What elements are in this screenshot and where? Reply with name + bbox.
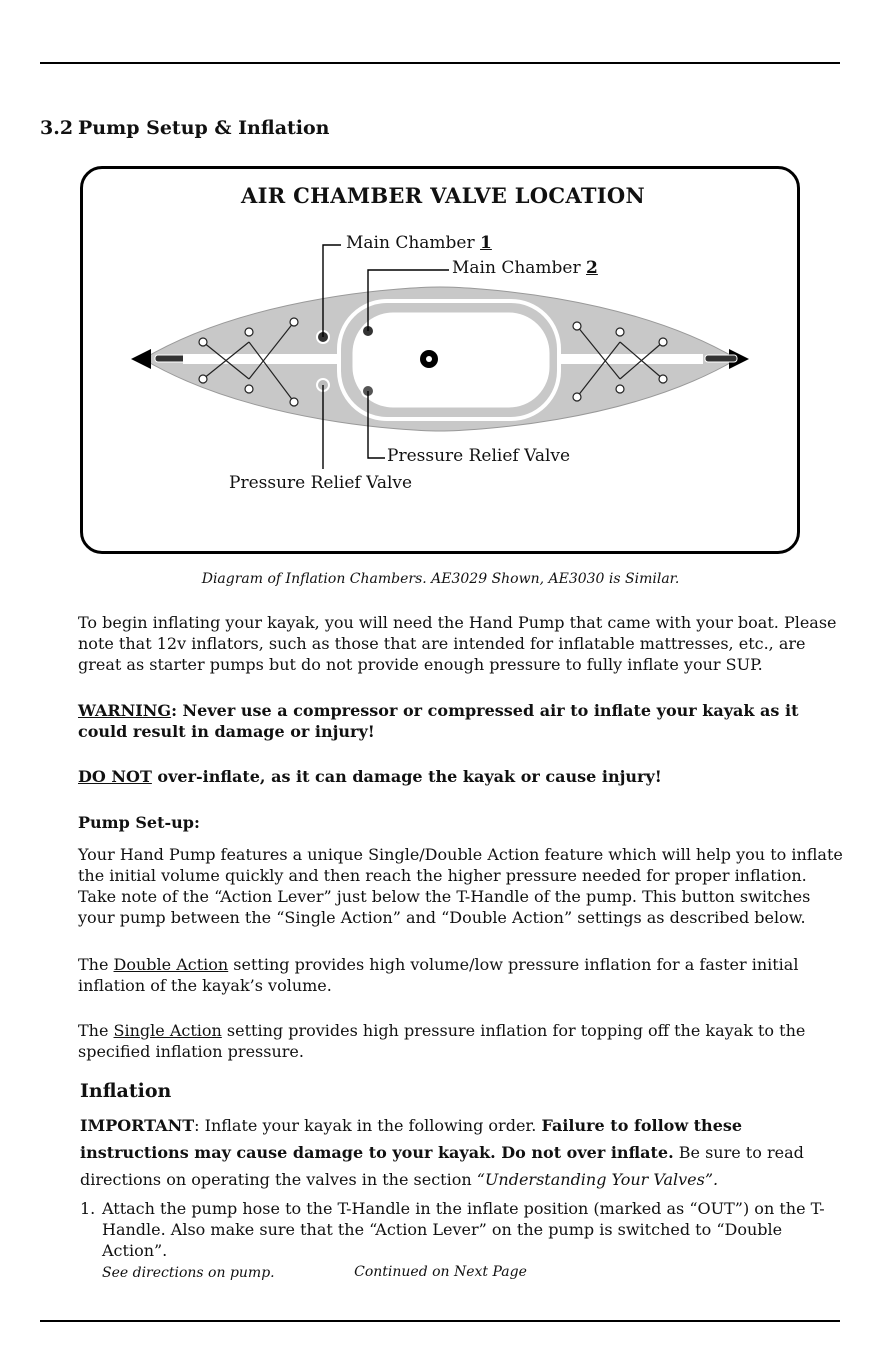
warning-paragraph: WARNING: Never use a compressor or compressed air to inflate your kayak as it could result in damage or injury!: [78, 701, 799, 741]
section-title: Pump Setup & Inflation: [78, 117, 330, 139]
bow-cap: [131, 349, 151, 369]
bow-handle: [155, 355, 187, 362]
cockpit-inner: [353, 313, 549, 407]
step-number: 1.: [80, 1199, 96, 1218]
double-action-paragraph: The Double Action setting provides high volume/low pressure inflation for a faster initial inflation of the kayak’s volume.: [78, 955, 799, 995]
hull-stripe-left: [183, 354, 343, 364]
section-number: 3.2: [40, 117, 74, 139]
step-text: Attach the pump hose to the T-Handle in the inflate position (marked as “OUT”) on the T-Handle. Also make sure that the “Action Lever” on the pump is switched to “Double Action”.: [102, 1199, 825, 1260]
top-rule: [40, 62, 840, 64]
bottom-rule: [40, 1320, 840, 1322]
label-main-chamber-2: Main Chamber 2: [452, 258, 598, 278]
donot-label: DO NOT: [78, 767, 152, 786]
warning-label: WARNING: [78, 701, 172, 720]
double-action-term: Double Action: [113, 955, 229, 974]
continued-note: Continued on Next Page: [354, 1264, 527, 1280]
intro-paragraph: To begin inflating your kayak, you will need the Hand Pump that came with your boat. Please note that 12v inflators, such as those that are intended for inflatable mattresses, etc., are great as starter pumps but do not provide enough pressure to fully inflate your SUP.: [78, 613, 837, 674]
step-note: See directions on pump.: [102, 1265, 275, 1281]
pump-setup-heading: Pump Set-up:: [78, 813, 200, 832]
label-pressure-relief-left: Pressure Relief Valve: [229, 473, 413, 493]
important-paragraph: IMPORTANT: Inflate your kayak in the following order. Failure to follow these instructions may cause damage to your kayak. Do not over inflate. Be sure to read directions on operating the valves in the section “Understanding Your Valves”.: [80, 1116, 804, 1189]
valve-diagram-box: [80, 166, 800, 554]
inflation-heading: Inflation: [80, 1080, 172, 1102]
stern-handle: [705, 355, 737, 362]
valves-section-reference: “Understanding Your Valves”.: [476, 1170, 719, 1189]
diagram-title: AIR CHAMBER VALVE LOCATION: [241, 183, 645, 208]
important-label: IMPORTANT: [80, 1116, 195, 1135]
pump-setup-body: Your Hand Pump features a unique Single/Double Action feature which will help you to inflate the initial volume quickly and then reach the higher pressure needed for proper inflation. Take note of the “Action Lever” just below the T-Handle of the pump. This button switches your pump between the “Single Action” and “Double Action” settings as described below.: [78, 845, 843, 927]
diagram-caption: Diagram of Inflation Chambers. AE3029 Shown, AE3030 is Similar.: [201, 571, 680, 587]
label-pressure-relief-right: Pressure Relief Valve: [387, 446, 571, 466]
section-heading: [40, 117, 329, 139]
donot-paragraph: DO NOT over-inflate, as it can damage the kayak or cause injury!: [78, 767, 662, 786]
label-main-chamber-1: Main Chamber 1: [346, 233, 492, 253]
single-action-term: Single Action: [113, 1021, 222, 1040]
single-action-paragraph: The Single Action setting provides high pressure inflation for topping off the kayak to the specified inflation pressure.: [78, 1021, 806, 1061]
chamber-number-2: 2: [586, 258, 598, 278]
chamber-number-1: 1: [480, 233, 492, 253]
kayak-diagram: [83, 169, 797, 551]
